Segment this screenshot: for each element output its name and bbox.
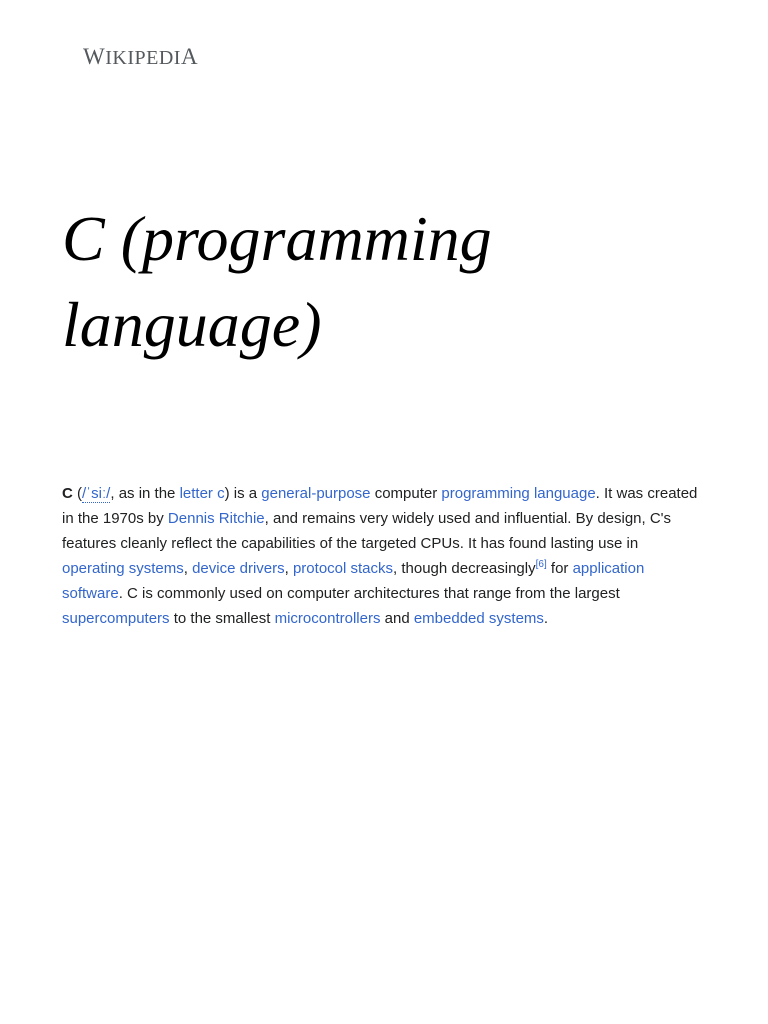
link-operating-systems[interactable]: operating systems: [62, 560, 184, 577]
reference-6-link[interactable]: [6]: [535, 559, 547, 570]
lead-text: ) is a: [224, 485, 262, 502]
lead-text: .: [543, 610, 549, 627]
link-application-software[interactable]: application software: [62, 560, 645, 602]
link-dennis-ritchie[interactable]: Dennis Ritchie: [167, 510, 265, 527]
wikipedia-wordmark[interactable]: [83, 44, 198, 70]
lead-text: for: [546, 560, 573, 577]
lead-text: ,: [284, 560, 293, 577]
link-supercomputers[interactable]: supercomputers: [62, 610, 170, 627]
lead-text: . It was created in the 1970s by: [62, 485, 698, 527]
lead-paragraph: [62, 481, 704, 631]
ipa-pronunciation-link[interactable]: /ˈsiː/: [82, 485, 111, 502]
link-device-drivers[interactable]: device drivers: [192, 560, 285, 577]
link-microcontrollers[interactable]: microcontrollers: [274, 610, 381, 627]
lead-text: , as in the: [110, 485, 180, 502]
lead-text: . C is commonly used on computer architectures that range from the largest: [118, 585, 620, 602]
page-title: C (programming language): [62, 203, 492, 360]
link-letter-c[interactable]: letter c: [179, 485, 225, 502]
lead-subject: C: [62, 485, 73, 502]
wordmark-middle: IKIPEDI: [105, 47, 181, 69]
lead-text: , and remains very widely used and influential. By design, C's features cleanly reflect the capabilities of the targeted CPUs. It has found lasting use in: [62, 510, 672, 552]
link-general-purpose[interactable]: general-purpose: [261, 485, 371, 502]
lead-text: , though decreasingly: [393, 560, 536, 577]
lead-text: to the smallest: [169, 610, 275, 627]
link-protocol-stacks[interactable]: protocol stacks: [292, 560, 394, 577]
wordmark-final: A: [180, 44, 199, 69]
lead-text: computer: [370, 485, 442, 502]
lead-text: ,: [183, 560, 193, 577]
wordmark-initial: W: [83, 44, 106, 69]
link-embedded-systems[interactable]: embedded systems: [413, 610, 544, 627]
reference-6: [536, 559, 547, 570]
link-programming-language[interactable]: programming language: [441, 485, 596, 502]
lead-text: (: [72, 485, 83, 502]
lead-text: and: [380, 610, 414, 627]
